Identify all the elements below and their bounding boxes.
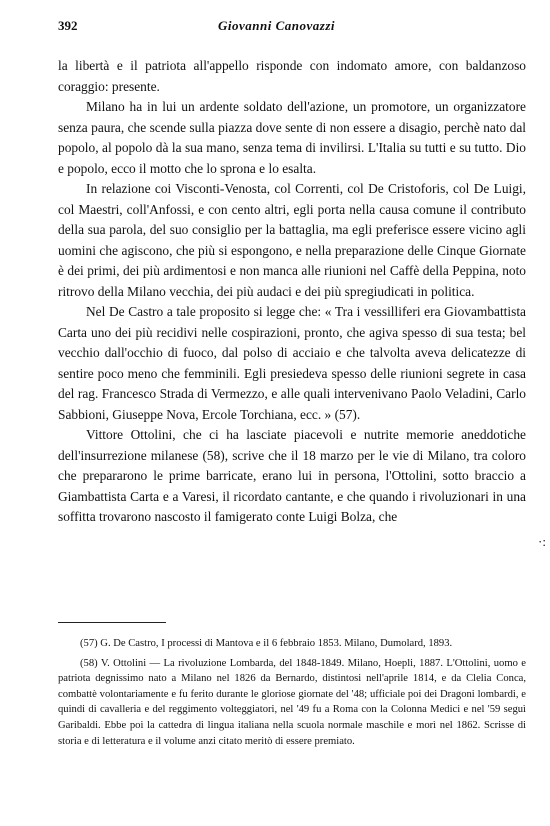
- paragraph: Vittore Ottolini, che ci ha lasciate piacevoli e nutrite memorie aneddotiche dell'insurrezione milanese (58), scrive che il 18 marzo per le vie di Milano, tra coloro che prepararono le prime barricate, erano lui in persona, l'Ottolini, sotto braccio a Giambattista Carta e a Varesi, il ricordato cantante, e che quando i rivoluzionari in una soffitta trovarono nascosto il famigerato conte Luigi Bolza, che: [58, 427, 526, 524]
- page-number: 392: [58, 18, 78, 33]
- running-title: Giovanni Canovazzi: [218, 18, 335, 33]
- paragraph: Nel De Castro a tale proposito si legge che: « Tra i vessilliferi era Giovambattista Carta uno dei più recidivi nelle cospirazioni, pronto, che agiva spesso di sua testa; bel vecchio dall'occhio di fuoco, dal polso di acciaio e che talvolta aveva delicatezze di sentire poco meno che femminili. Egli presiedeva spesso delle riunioni segrete in casa del rag. Francesco Strada di Vermezzo, e alle quali intervenivano Paolo Veladini, Carlo Sabbioni, Giuseppe Nova, Ercole Torchiana, ecc. » (57).: [58, 304, 526, 422]
- footnotes: [58, 636, 526, 749]
- page-header: [58, 14, 520, 36]
- footnote: (58) V. Ottolini — La rivoluzione Lombarda, del 1848-1849. Milano, Hoepli, 1887. L'Ottolini, uomo e patriota degnissimo nato a Milano nel 1826 da Bernardo, distintosi nell'aprile 1814, e da Clelia Conca, combattè volontariamente e fu ferito durante le gloriose giornate del '48; ufficiale poi dei Dragoni lombardi, e quindi di cavalleria e del reggimento volteggiatori, nel '49 fu a Roma con la Colonna Medici e nel '59 seguì Garibaldi. Ebbe poi la cattedra di lingua italiana nella scuola normale maschile e morì nel 1862. Scrisse di storia e di letteratura e il volume anzi citato meritò di essere premiato.: [58, 657, 526, 747]
- footnote-divider: [58, 622, 166, 623]
- margin-mark: ·:: [538, 534, 546, 549]
- paragraph: la libertà e il patriota all'appello risponde con indomato amore, con baldanzoso coraggio: presente.: [58, 58, 526, 94]
- body-text: [58, 56, 526, 528]
- footnote: (57) G. De Castro, I processi di Mantova e il 6 febbraio 1853. Milano, Dumolard, 1893.: [80, 638, 453, 649]
- paragraph: Milano ha in lui un ardente soldato dell'azione, un promotore, un organizzatore senza paura, che scende sulla piazza dove sente di non essere a disagio, perchè nato dal popolo, al popolo dà la sua mano, senza tema di invilirsi. L'Italia su tutti e su tutto. Dio e popolo, ecco il motto che lo sprona e lo esalta.: [58, 99, 526, 176]
- paragraph: In relazione coi Visconti-Venosta, col Correnti, col De Cristoforis, col De Luigi, col Maestri, coll'Anfossi, e con cento altri, egli porta nella causa comune il contributo della sua parola, del suo consiglio per la battaglia, ma egli preferisce essere vicino agli uomini che agiscono, che più si espongono, e nella preparazione delle Cinque Giornate è dei primi, dei più ardimentosi e non manca alle riunioni nel Caffè della Peppina, noto ritrovo della Milano vecchia, dei più audaci e dei più spregiudicati in politica.: [58, 181, 526, 299]
